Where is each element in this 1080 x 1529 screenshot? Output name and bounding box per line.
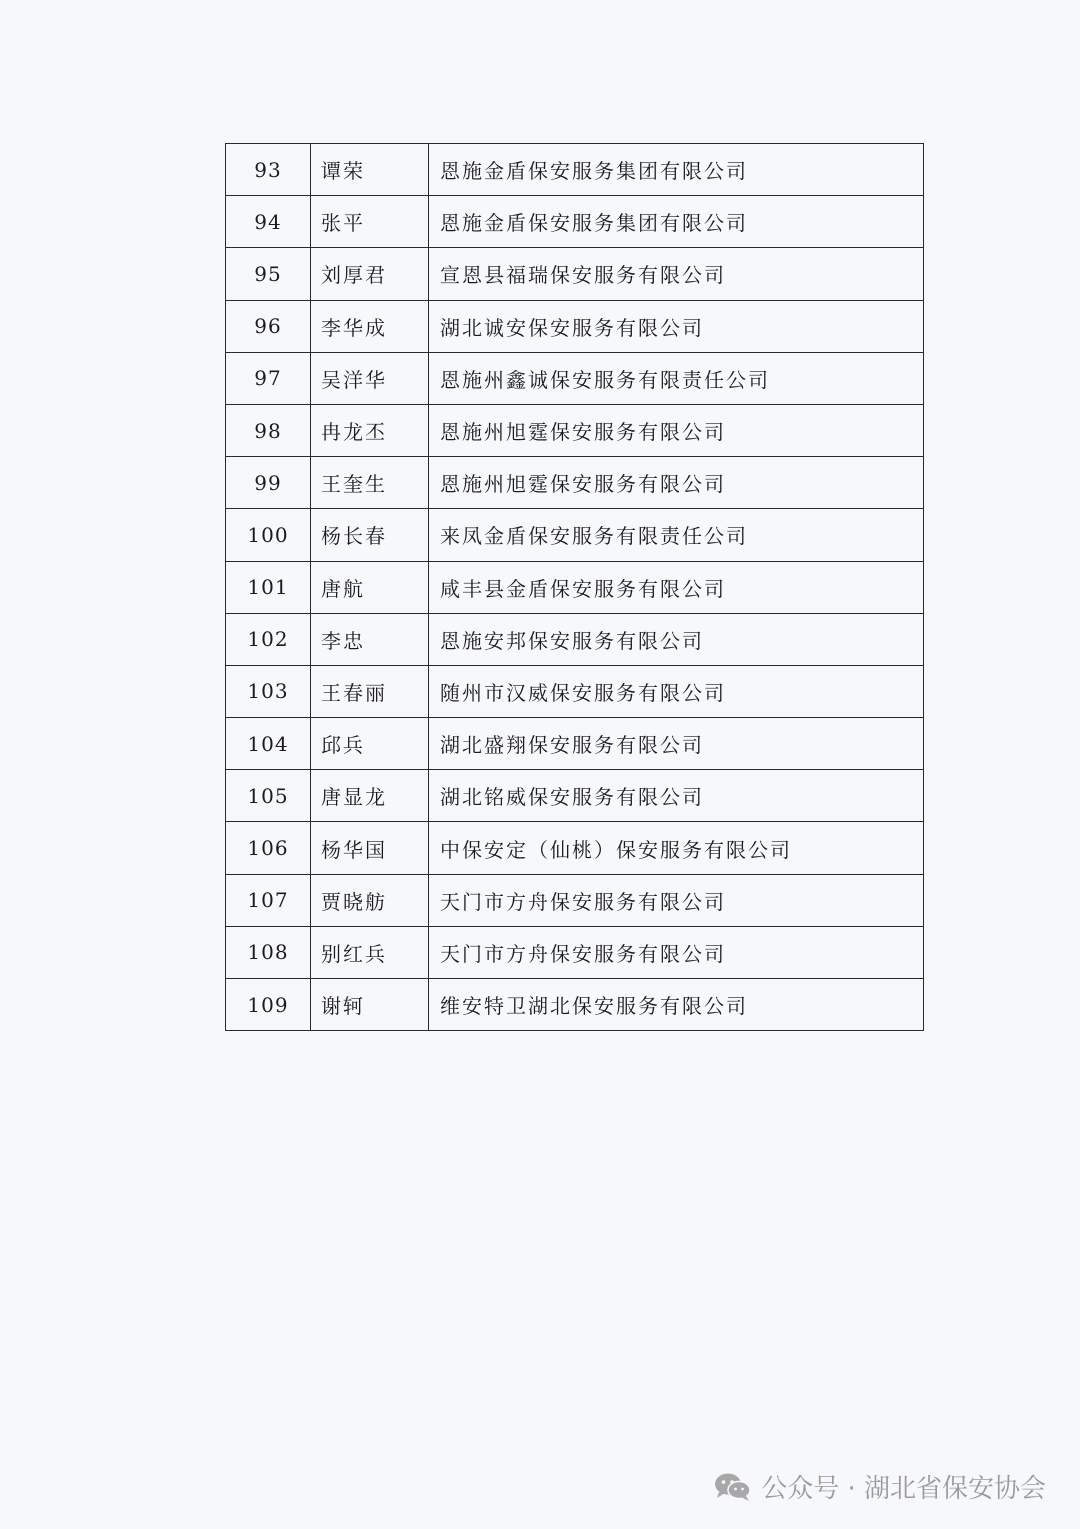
serial-number-cell: 93: [226, 144, 311, 196]
person-name-cell: 唐显龙: [311, 770, 429, 822]
serial-number-cell: 101: [226, 561, 311, 613]
person-name-cell: 杨长春: [311, 509, 429, 561]
serial-number-cell: 99: [226, 457, 311, 509]
table-row: [226, 196, 924, 248]
person-name-cell: 李忠: [311, 613, 429, 665]
table-row: [226, 822, 924, 874]
person-name-cell: 邱兵: [311, 718, 429, 770]
person-name-cell: 刘厚君: [311, 248, 429, 300]
table-row: [226, 404, 924, 456]
company-name-cell: 宣恩县福瑞保安服务有限公司: [429, 248, 924, 300]
table-row: [226, 874, 924, 926]
table-row: [226, 665, 924, 717]
company-name-cell: 湖北诚安保安服务有限公司: [429, 300, 924, 352]
company-name-cell: 来凤金盾保安服务有限责任公司: [429, 509, 924, 561]
person-name-cell: 贾晓舫: [311, 874, 429, 926]
company-name-cell: 天门市方舟保安服务有限公司: [429, 874, 924, 926]
serial-number-cell: 95: [226, 248, 311, 300]
table-row: [226, 561, 924, 613]
serial-number-cell: 107: [226, 874, 311, 926]
person-name-cell: 王奎生: [311, 457, 429, 509]
serial-number-cell: 106: [226, 822, 311, 874]
serial-number-cell: 103: [226, 665, 311, 717]
company-name-cell: 恩施金盾保安服务集团有限公司: [429, 196, 924, 248]
watermark: [713, 1468, 1046, 1505]
serial-number-cell: 100: [226, 509, 311, 561]
company-name-cell: 维安特卫湖北保安服务有限公司: [429, 979, 924, 1031]
table-row: [226, 457, 924, 509]
watermark-text: 公众号 · 湖北省保安协会: [761, 1474, 1046, 1504]
table-row: [226, 509, 924, 561]
serial-number-cell: 94: [226, 196, 311, 248]
company-name-cell: 恩施安邦保安服务有限公司: [429, 613, 924, 665]
company-name-cell: 咸丰县金盾保安服务有限公司: [429, 561, 924, 613]
person-name-cell: 吴洋华: [311, 352, 429, 404]
serial-number-cell: 102: [226, 613, 311, 665]
person-name-cell: 李华成: [311, 300, 429, 352]
person-name-cell: 杨华国: [311, 822, 429, 874]
person-name-cell: 谢轲: [311, 979, 429, 1031]
person-name-cell: 谭荣: [311, 144, 429, 196]
person-name-cell: 别红兵: [311, 926, 429, 978]
company-name-cell: 天门市方舟保安服务有限公司: [429, 926, 924, 978]
serial-number-cell: 105: [226, 770, 311, 822]
person-name-cell: 冉龙丕: [311, 404, 429, 456]
company-name-cell: 恩施州旭霆保安服务有限公司: [429, 457, 924, 509]
company-name-cell: 中保安定（仙桃）保安服务有限公司: [429, 822, 924, 874]
roster-table: [225, 143, 924, 1031]
person-name-cell: 王春丽: [311, 665, 429, 717]
table-row: [226, 352, 924, 404]
table-row: [226, 613, 924, 665]
serial-number-cell: 108: [226, 926, 311, 978]
company-name-cell: 恩施州旭霆保安服务有限公司: [429, 404, 924, 456]
table-row: [226, 926, 924, 978]
serial-number-cell: 96: [226, 300, 311, 352]
table-row: [226, 718, 924, 770]
roster-table-body: [226, 144, 924, 1031]
serial-number-cell: 97: [226, 352, 311, 404]
person-name-cell: 唐航: [311, 561, 429, 613]
serial-number-cell: 98: [226, 404, 311, 456]
company-name-cell: 湖北铭威保安服务有限公司: [429, 770, 924, 822]
serial-number-cell: 104: [226, 718, 311, 770]
table-row: [226, 248, 924, 300]
company-name-cell: 恩施金盾保安服务集团有限公司: [429, 144, 924, 196]
table-row: [226, 144, 924, 196]
person-name-cell: 张平: [311, 196, 429, 248]
wechat-icon: [713, 1471, 753, 1503]
company-name-cell: 恩施州鑫诚保安服务有限责任公司: [429, 352, 924, 404]
table-row: [226, 300, 924, 352]
company-name-cell: 湖北盛翔保安服务有限公司: [429, 718, 924, 770]
table-row: [226, 770, 924, 822]
table-row: [226, 979, 924, 1031]
company-name-cell: 随州市汉威保安服务有限公司: [429, 665, 924, 717]
serial-number-cell: 109: [226, 979, 311, 1031]
